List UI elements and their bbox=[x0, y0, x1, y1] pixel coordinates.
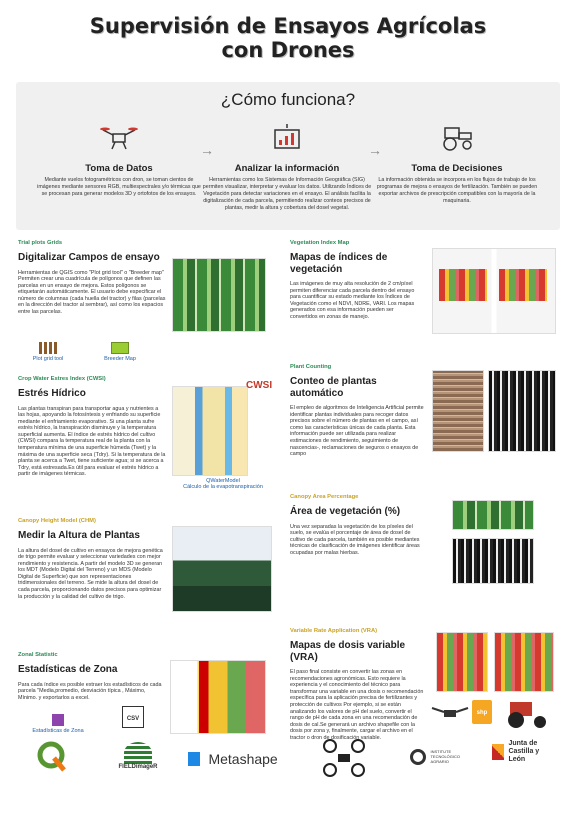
section-zonal-stats bbox=[18, 652, 166, 701]
step-decisions bbox=[372, 122, 542, 205]
drone-logo bbox=[322, 738, 366, 778]
section-chm bbox=[18, 518, 166, 600]
tool-label: Estadísticas de Zona bbox=[32, 728, 84, 734]
tractor-icon bbox=[437, 122, 477, 154]
section-heading: Medir la Altura de Plantas bbox=[18, 530, 140, 541]
vegetation-index-maps bbox=[432, 248, 556, 334]
section-text: La altura del dosel de cultivo en ensayos de mejora genética de trigo permite evaluar y seleccionar variedades con mejor rendimiento y resistencia. A partir del modelo 3D se generan los MDT (Modelo Digital del Terreno) y un MDS (Modelo Digital de Superficie) que son representaciones tridimensionales del terreno. Se mide la altura del dosel de cada parcela, proporcionando datos precisos para optimizar la producción y la calidad del cultivo de trigo. bbox=[18, 547, 163, 600]
logo-bar bbox=[30, 734, 550, 794]
chm-3d-image bbox=[172, 526, 272, 612]
tool-label: QWaterModel bbox=[206, 478, 240, 484]
cwsi-map-image bbox=[172, 386, 248, 476]
drone-image bbox=[430, 702, 470, 726]
section-heading: Estadísticas de Zona bbox=[18, 664, 118, 675]
step-data-capture bbox=[34, 122, 204, 198]
step-analysis bbox=[202, 122, 372, 212]
arrow-icon: → bbox=[368, 142, 382, 158]
step-text: La información obtenida se incorpora en los flujos de trabajo de los programas de mejora o ensayos de fertilización. También se pueden exportar archivos de prescripción compatibles con la mayoría de la maquinaria. bbox=[376, 177, 538, 204]
shp-file-icon: shp bbox=[472, 700, 492, 724]
section-heading: Mapas de índices de vegetación bbox=[290, 252, 388, 275]
section-trial-grids bbox=[18, 240, 166, 316]
section-tag: Zonal Statistic bbox=[18, 652, 58, 658]
how-it-works-panel bbox=[16, 82, 560, 230]
qwatermodel-link[interactable] bbox=[178, 478, 268, 490]
qgis-logo bbox=[36, 740, 68, 774]
section-text: El empleo de algoritmos de Inteligencia Artificial permite identificar plantas individuales para recoger datos precisos sobre el número de plantas en el campo, así como las características únicas de cada planta. Esta información puede ser utilizada para realizar estimaciones de rendimiento, seguimiento de nascencias-, reclamaciones de seguros o ensayos de campo bbox=[290, 405, 424, 458]
section-tag: Trial plots Grids bbox=[18, 240, 63, 246]
vra-map-right bbox=[494, 632, 554, 692]
section-text: El paso final consiste en convertir las zonas en recomendaciones agronómicas. Esto requiere la experiencia y el conocimiento del técnico para transformar una variable en una dosis o recomendación específica para la aplicación precisa de fertilizantes y protección de cultivos Por ejemplo, si se están analizando los valores de pH del suelo, convertir el rango de pH de cada zona en una recomendación de dosis de cal.Se generará un archivo shapefile con la dosis por zona y, finalmente, cargar el archivo en el tractor o dron de dosificación variable. bbox=[290, 669, 424, 741]
section-heading: Área de vegetación (%) bbox=[290, 506, 401, 517]
section-vra bbox=[290, 628, 426, 742]
tool-label: Breeder Map bbox=[104, 356, 136, 362]
breeder-map-link[interactable] bbox=[100, 342, 140, 362]
section-text: Para cada índice es posible extraer los estadísticos de cada parcela "Media,promedio, desviación típica , Máximo, Mínimo. y exportarlos a excel. bbox=[18, 681, 162, 701]
section-tag: Canopy Height Model (CHM) bbox=[18, 518, 96, 524]
trial-grid-image bbox=[172, 258, 266, 332]
drone-icon bbox=[99, 122, 139, 154]
zonal-stats-link[interactable] bbox=[28, 714, 88, 734]
section-text: Una vez separadas la vegetación de los píxeles del suelo, se evalúa el porcentaje de área de dosel de cultivo de cada parcela, también es posible mediantes técnicas de clasificación de imágenes identificar áreas ocupadas por malas hierbas. bbox=[290, 523, 420, 556]
section-heading: Digitalizar Campos de ensayo bbox=[18, 252, 160, 263]
title-line-1: Supervisión de Ensayos Agrícolas bbox=[89, 14, 487, 38]
section-heading: Mapas de dosis variable (VRA) bbox=[290, 640, 406, 663]
sigma-icon bbox=[52, 714, 64, 726]
section-tag: Crop Water Estres Index (CWSI) bbox=[18, 376, 106, 382]
cwsi-badge: CWSI bbox=[246, 380, 273, 391]
section-heading: Estrés Hídrico bbox=[18, 388, 86, 399]
analysis-icon bbox=[267, 122, 307, 154]
arrow-icon: → bbox=[200, 142, 214, 158]
section-tag: Variable Rate Application (VRA) bbox=[290, 628, 378, 634]
section-tag: Vegetation Index Map bbox=[290, 240, 350, 246]
fieldimager-logo: FIELDimageR bbox=[108, 742, 168, 770]
zonal-stats-screenshot bbox=[170, 660, 266, 734]
section-canopy-area bbox=[290, 494, 426, 556]
section-text: Las imágenes de muy alta resolución de 2 cm/píxel permiten diferenciar cada parcela dentro del ensayo para cuantificar su estado mediante los Índices de Vegetación como el NDVI, NDRE, VARI. Los mapas generados con esa información pueden ser convertidos en zonas de manejo. bbox=[290, 281, 415, 320]
itacyl-logo: INSTITUTE TECNOLÓGICO AGRARIO bbox=[410, 748, 470, 766]
jcyl-logo: Junta de Castilla y León bbox=[492, 740, 550, 764]
breeder-map-icon bbox=[111, 342, 129, 354]
section-text: Herramientas de QGIS como "Plot grid tool" o "Breeder map" Permiten crear una cuadrícula de polígonos que definen las parcelas en un ensayo de mejora. Estos polígonos se etiquetarán automáticamente. El usuario debe especificar el número de columnas (cada huella del tractor) y filas (parcelas en la dirección del tractor al sembrar), así como los espacios entre las parcelas. bbox=[18, 269, 166, 316]
tractor-image bbox=[502, 696, 552, 730]
canopy-rgb-image bbox=[452, 500, 534, 530]
section-heading: Conteo de plantas automático bbox=[290, 376, 377, 399]
canopy-mask-image bbox=[452, 538, 534, 584]
title-line-2: con Drones bbox=[221, 38, 355, 62]
plot-grid-icon bbox=[39, 342, 57, 354]
plant-counting-detection bbox=[488, 370, 556, 452]
plot-grid-tool-link[interactable] bbox=[28, 342, 68, 362]
step-title: Toma de Decisiones bbox=[411, 163, 503, 174]
section-text: Las plantas transpiran para transportar agua y nutrientes a las hojas, apoyando la fotosíntesis y enfriando su superficie mediante el enfriamiento evaporativo. Si una planta sufre estrés hídrico, la transpiración disminuye y la temperatura superficial aumenta. El índice de estrés hídrico del cultivo (CWSI) compara la temperatura real de la planta con la temperatura mínima de una superficie húmeda (Twet) y la máxima de una superficie seca (Tdry). Si la temperatura de la planta se acerca a Twet, tiene suficiente agua; si se acerca a Tdry, está estresada.Es útil para evaluar el estrés hídrico a partir de imágenes térmicas. bbox=[18, 405, 166, 478]
metashape-logo: Metashape bbox=[188, 750, 288, 768]
step-title: Toma de Datos bbox=[85, 163, 153, 174]
page-title bbox=[0, 14, 576, 62]
how-heading: ¿Cómo funciona? bbox=[220, 90, 356, 109]
tool-sublabel: Cálculo de la evapotranspiración bbox=[183, 484, 263, 490]
section-vegetation-index bbox=[290, 240, 420, 321]
section-tag: Canopy Area Percentage bbox=[290, 494, 359, 500]
section-tag: Plant Counting bbox=[290, 364, 332, 370]
step-title: Analizar la información bbox=[234, 163, 340, 174]
vra-map-left bbox=[436, 632, 488, 692]
section-cwsi bbox=[18, 376, 166, 478]
step-text: Mediante vuelos fotogramétricos con dron, se toman cientos de imágenes mediante sensores RGB, multiespectrales y/o térmicas que se procesan para generar modelos 3D y ortofotos de los ensayos. bbox=[37, 177, 201, 197]
step-text: Herramientas como los Sistemas de Información Geográfica (SIG) permiten visualizar, interpretar y evaluar los datos. Utilizando Índices de Vegetación para detectar variaciones en el ensayo. El análisis facilita la digitalización de cada parcela, permitiendo realizar conteos precisos de plantas, medir la altura y cobertura del dosel vegetal. bbox=[202, 177, 372, 211]
plant-counting-photo bbox=[432, 370, 484, 452]
csv-file-icon: CSV bbox=[122, 706, 144, 728]
tool-label: Plot grid tool bbox=[32, 356, 64, 362]
section-plant-counting bbox=[290, 364, 426, 458]
